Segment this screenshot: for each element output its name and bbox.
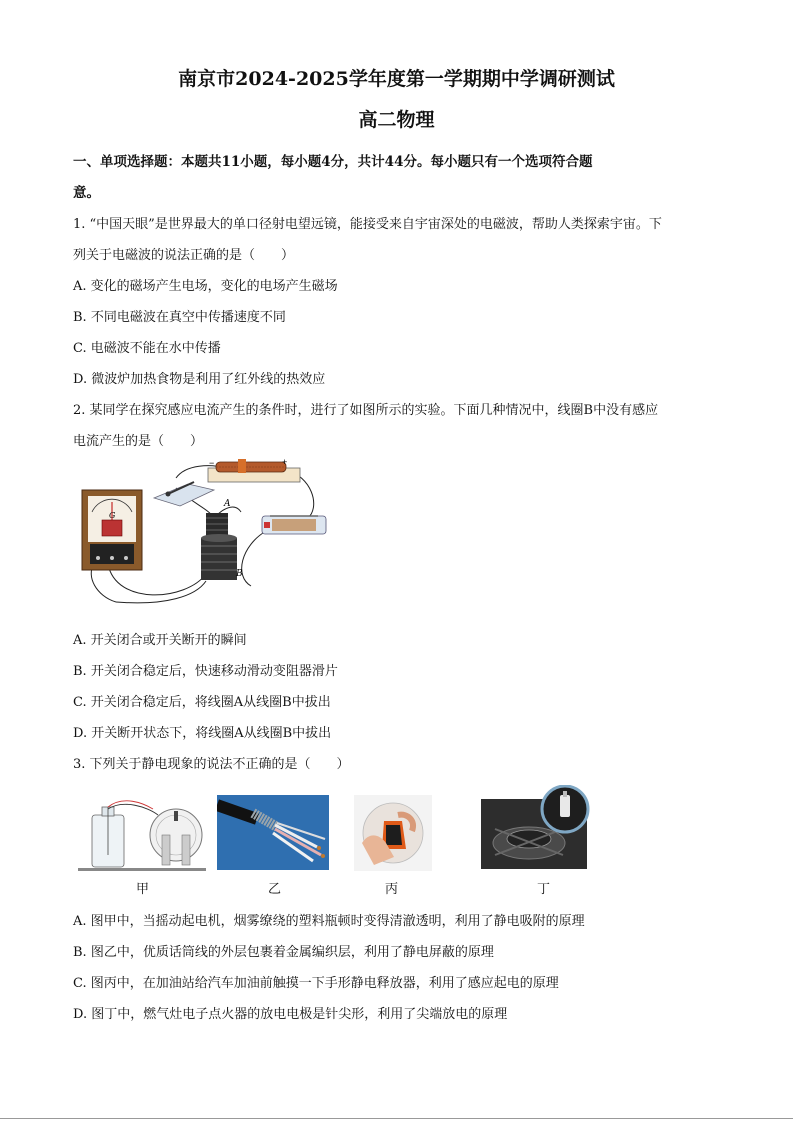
coil-a-label: A <box>224 499 231 509</box>
figure-bing-static-discharger <box>354 795 432 871</box>
caption-jia: 甲 <box>136 882 150 897</box>
q1-option-a: A. 变化的磁场产生电场，变化的电场产生磁场 <box>73 279 338 294</box>
exam-subject: 高二物理 <box>358 109 435 131</box>
q3-stem: 3. 下列关于静电现象的说法不正确的是（ ） <box>73 757 350 772</box>
caption-ding: 丁 <box>537 882 551 897</box>
q1-option-c: C. 电磁波不能在水中传播 <box>73 341 221 356</box>
q3-option-d: D. 图丁中，燃气灶电子点火器的放电电极是针尖形，利用了尖端放电的原理 <box>73 1007 508 1022</box>
exam-title: 南京市2024-2025学年度第一学期期中学调研测试 <box>178 68 615 90</box>
induction-experiment-figure <box>76 456 332 606</box>
section-heading-line1: 一、单项选择题：本题共11小题，每小题4分，共计44分。每小题只有一个选项符合题 <box>73 154 593 170</box>
q2-stem-line2: 电流产生的是（ ） <box>73 434 204 449</box>
battery-plus-label: + <box>282 457 288 467</box>
caption-yi: 乙 <box>268 882 282 897</box>
battery-minus-label: − <box>209 458 215 468</box>
q1-option-b: B. 不同电磁波在真空中传播速度不同 <box>73 310 286 325</box>
q2-stem-line1: 2. 某同学在探究感应电流产生的条件时，进行了如图所示的实验。下面几种情况中，线圈B中没有感应 <box>73 403 659 418</box>
q3-option-b: B. 图乙中，优质话筒线的外层包裹着金属编织层，利用了静电屏蔽的原理 <box>73 945 494 960</box>
q2-option-d: D. 开关断开状态下，将线圈A从线圈B中拔出 <box>73 726 332 741</box>
q2-option-b: B. 开关闭合稳定后，快速移动滑动变阻器滑片 <box>73 664 338 679</box>
q3-option-c: C. 图丙中，在加油站给汽车加油前触摸一下手形静电释放器，利用了感应起电的原理 <box>73 976 559 991</box>
figure-ding-gas-igniter <box>481 785 593 871</box>
galvanometer-label: G <box>109 511 116 520</box>
coil-b-label: B <box>236 569 243 579</box>
q3-option-a: A. 图甲中，当摇动起电机，烟雾缭绕的塑料瓶顿时变得清澈透明，利用了静电吸附的原理 <box>73 914 585 929</box>
q1-stem-line2: 列关于电磁波的说法正确的是（ ） <box>73 248 295 263</box>
q1-stem-line1: 1. “中国天眼”是世界最大的单口径射电望远镜，能接受来自宇宙深处的电磁波，帮助人类探索宇宙。下 <box>73 217 662 232</box>
page-bottom-divider <box>0 1118 793 1119</box>
figure-jia-smoke-bottle <box>78 795 206 873</box>
q2-option-a: A. 开关闭合或开关断开的瞬间 <box>73 633 247 648</box>
q1-option-d: D. 微波炉加热食物是利用了红外线的热效应 <box>73 372 326 387</box>
caption-bing: 丙 <box>385 882 399 897</box>
figure-yi-shielded-cable <box>217 795 329 870</box>
section-heading-line2: 意。 <box>73 185 100 201</box>
q2-option-c: C. 开关闭合稳定后，将线圈A从线圈B中拔出 <box>73 695 331 710</box>
